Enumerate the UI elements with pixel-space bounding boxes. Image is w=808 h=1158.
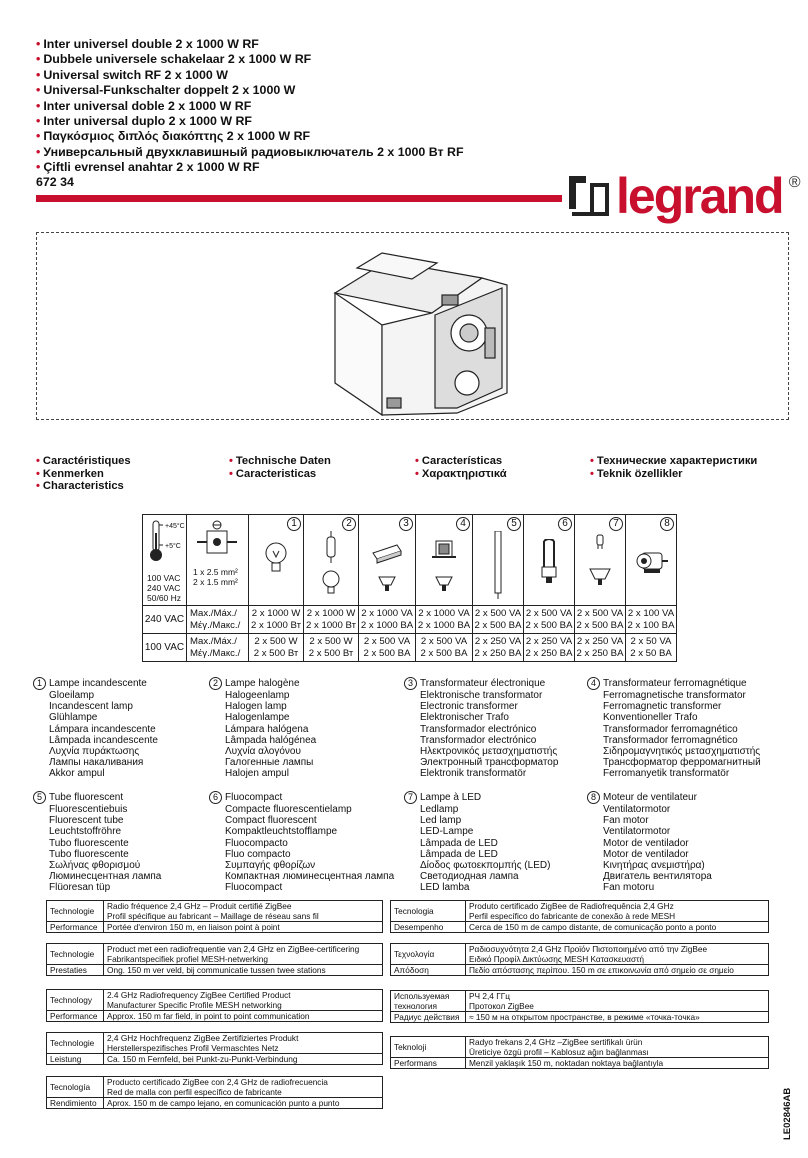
load-col-8	[626, 515, 677, 606]
terminal-screw-icon	[197, 519, 237, 563]
switch-module-illustration	[37, 233, 788, 419]
wire-cell	[187, 515, 249, 606]
tech-table-de: Technologie 2,4 GHz Hochfrequenz ZigBee Zertifiziertes Produkt Herstellerspezifisches Profil Vermaschtes Netz Leistung Ca. 150 m Fernfeld, bei Punkt-zu-Punkt-Verbindung	[46, 1032, 383, 1065]
max-label: Max./Máx./ Μέγ./Макс./	[187, 606, 249, 634]
load-number: 7	[609, 517, 623, 531]
led-lamp-icon	[585, 531, 615, 593]
wire-spec-2: 2 x 1.5 mm²	[193, 577, 238, 587]
load-list-5: 5 Tube fluorescent Fluorescentiebuis Fluorescent tube Leuchtstoffröhre Tubo fluorescente Tubo fluorescente Σωλήνας φθορισμού Люминесцентная лампа Flüoresan tüp	[33, 791, 161, 894]
legrand-mark-icon	[566, 173, 612, 219]
supply-240: 240 VAC	[147, 583, 181, 593]
compact-fluorescent-icon	[537, 539, 561, 589]
load-number: 8	[660, 517, 674, 531]
title-line: • Inter universal duplo 2 x 1000 W RF	[36, 114, 252, 129]
load-col-2	[304, 515, 359, 606]
title-line: • Universal switch RF 2 x 1000 W	[36, 67, 228, 82]
title-line: • Dubbele universele schakelaar 2 x 1000 W RF	[36, 52, 312, 67]
load-list-1: 1 Lampe incandescente Gloeilamp Incandescent lamp Glühlampe Lámpara incandescente Lâmpada incandescente Λυχνία πυράκτωσης Лампы накаливания Akkor ampul	[33, 677, 158, 780]
load-number: 2	[342, 517, 356, 531]
rating-cell: 2 x 1000 VA 2 x 1000 BA	[416, 606, 473, 634]
title-line: • Универсальный двухклавишный радиовыключатель 2 x 1000 Вт RF	[36, 144, 464, 159]
temp-min: +5°C	[165, 543, 181, 550]
tech-table-nl: Technologie Product met een radiofrequentie van 2,4 GHz en ZigBee-certificering Fabrikantspecifiek profiel MESH-netwerking Prestaties Ong. 150 m ver veld, bij communicatie tussen twee stations	[46, 943, 383, 976]
tech-table-pt: Tecnologia Produto certificado ZigBee de Radiofrequência 2,4 GHz Perfil específico do fabricante de conexão à rede MESH Desempenho Cerca de 150 m de campo distante, de comunicação ponto a ponto	[390, 900, 769, 933]
rating-cell: 2 x 500 VA 2 x 500 BA	[473, 606, 524, 634]
tech-table-es: Tecnología Producto certificado ZigBee con 2,4 GHz de radiofrecuencia Red de malla con perfil específico de fabricante Rendimiento Aprox. 150 m de campo lejano, en comunicación punto a punto	[46, 1076, 383, 1109]
registered-mark: ®	[788, 174, 801, 191]
electronic-transformer-icon	[369, 531, 405, 597]
supply-cell	[143, 515, 187, 606]
characteristics-heading-4: • Технические характеристики • Teknik özellikler	[590, 455, 758, 480]
row-100-label: 100 VAC	[143, 634, 187, 662]
row-240-label: 240 VAC	[143, 606, 187, 634]
product-reference: 672 34	[36, 175, 74, 189]
rating-cell: 2 x 250 VA 2 x 250 BA	[575, 634, 626, 662]
characteristics-heading-2: • Technische Daten • Caracteristicas	[229, 455, 331, 480]
rating-cell: 2 x 500 VA 2 x 500 BA	[524, 606, 575, 634]
load-number: 5	[507, 517, 521, 531]
product-illustration-frame	[36, 232, 789, 420]
ferromagnetic-transformer-icon	[426, 531, 462, 597]
rating-cell: 2 x 50 VA 2 x 50 BA	[626, 634, 677, 662]
load-number: 6	[558, 517, 572, 531]
title-line: • Inter universal doble 2 x 1000 W RF	[36, 98, 252, 113]
rating-cell: 2 x 100 VA 2 x 100 BA	[626, 606, 677, 634]
load-col-7	[575, 515, 626, 606]
fan-motor-icon	[634, 547, 668, 587]
rating-cell: 2 x 1000 W 2 x 1000 Вт	[249, 606, 304, 634]
load-list-4: 4 Transformateur ferromagnétique Ferromagnetische transformator Ferromagnetic transformer Konventioneller Trafo Transformador ferromagnético Transformador ferromagnético Σιδηρομαγνητικός μετασχηματιστής Трансформатор ферромагнитный Ferromanyetik transformatör	[587, 677, 761, 780]
rating-cell: 2 x 500 W 2 x 500 Вт	[249, 634, 304, 662]
title-line: • Παγκόσμιος διπλός διακόπτης 2 x 1000 W RF	[36, 129, 311, 144]
load-list-8: 8 Moteur de ventilateur Ventilatormotor Fan motor Ventilatormotor Motor de ventilador Motor de ventilador Κινητήρας ανεμιστήρα) Двигатель вентилятора Fan motoru	[587, 791, 712, 894]
rating-cell: 2 x 250 VA 2 x 250 BA	[473, 634, 524, 662]
tech-table-en: Technology 2.4 GHz Radiofrequency ZigBee Certified Product Manufacturer Specific Profile MESH networking Performance Approx. 150 m far field, in point to point communication	[46, 989, 383, 1022]
rating-cell: 2 x 1000 VA 2 x 1000 BA	[359, 606, 416, 634]
load-number: 3	[399, 517, 413, 531]
load-list-6: 6 Fluocompact Compacte fluorescentielamp Compact fluorescent Kompaktleuchtstofflampe Fluocompacto Fluo compacto Συμπαγής φθορίζων Компактная люминесцентная лампа Fluocompact	[209, 791, 394, 894]
title-line: • Universal-Funkschalter doppelt 2 x 1000 W	[36, 83, 296, 98]
tech-table-tr: Teknoloji Radyo frekans 2,4 GHz –ZigBee sertifikalı ürün Üreticiye özgü profil – Kablosuz ağın bağlanması Performans Menzil yaklaşık 150 m, noktadan noktaya bağlantıyla	[390, 1036, 769, 1069]
incandescent-bulb-icon	[261, 539, 291, 579]
brand-bar	[36, 195, 562, 202]
temp-max: +45°C	[165, 523, 185, 530]
brand-wordmark: legrand	[616, 168, 783, 224]
document-code: LE02846AB	[782, 1087, 793, 1140]
load-list-2: 2 Lampe halogène Halogeenlamp Halogen lamp Halogenlampe Lámpara halógena Lâmpada halógénea Λυχνία αλογόνου Галогенные лампы Halojen ampul	[209, 677, 316, 780]
load-number: 1	[287, 517, 301, 531]
load-rating-table	[142, 514, 677, 662]
tech-table-el: Τεχνολογία Ραδιοσυχνότητα 2,4 GHz Προϊόν Πιστοποιημένο από την ZigBee Ειδικό Προφίλ Δικτύωσης MESH Κατασκευαστή Απόδοση Πεδίο απόστασης περίπου. 150 m σε επικοινωνία από σημείο σε σημείο	[390, 943, 769, 976]
load-list-3: 3 Transformateur électronique Elektronische transformator Electronic transformer Elektronischer Trafo Transformador electrónico Transformador electrónico Ηλεκτρονικός μετασχηματιστής Электронный трансформатор Elektronik transformatör	[404, 677, 558, 780]
tech-table-fr: Technologie Radio fréquence 2,4 GHz – Produit certifié ZigBee Profil spécifique au fabricant – Maillage de réseau sans fil Performance Portée d'environ 150 m, en liaison point à point	[46, 900, 383, 933]
rating-cell: 2 x 500 VA 2 x 500 BA	[575, 606, 626, 634]
rating-cell: 2 x 1000 W 2 x 1000 Вт	[304, 606, 359, 634]
max-label: Max./Máx./ Μέγ./Макс./	[187, 634, 249, 662]
title-line: • Inter universel double 2 x 1000 W RF	[36, 37, 259, 51]
load-col-4	[416, 515, 473, 606]
load-col-5	[473, 515, 524, 606]
characteristics-heading-3: • Características • Χαρακτηριστικά	[415, 455, 507, 480]
supply-frequency: 50/60 Hz	[147, 593, 182, 603]
tech-table-ru: Используемая технология РЧ 2,4 ГГц Протокол ZigBee Радиус действия ≈ 150 м на открытом пространстве, в режиме «точка-точка»	[390, 990, 769, 1023]
legrand-logo	[566, 168, 801, 224]
characteristics-heading-1: • Caractéristiques • Kenmerken • Characteristics	[36, 455, 131, 493]
fluorescent-tube-icon	[488, 531, 508, 601]
supply-100: 100 VAC	[147, 573, 181, 583]
load-col-3	[359, 515, 416, 606]
rating-cell: 2 x 250 VA 2 x 250 BA	[524, 634, 575, 662]
product-titles	[36, 37, 464, 176]
wire-spec-1: 1 x 2.5 mm²	[193, 567, 238, 577]
rating-cell: 2 x 500 W 2 x 500 Вт	[304, 634, 359, 662]
load-col-6	[524, 515, 575, 606]
rating-cell: 2 x 500 VA 2 x 500 BA	[359, 634, 416, 662]
load-col-1	[249, 515, 304, 606]
load-list-7: 7 Lampe à LED Ledlamp Led lamp LED-Lampe Lâmpada de LED Lâmpada de LED Δίοδος φωτοεκπομπής (LED) Светодиодная лампа LED lamba	[404, 791, 550, 894]
halogen-lamp-icon	[316, 531, 346, 597]
rating-cell: 2 x 500 VA 2 x 500 BA	[416, 634, 473, 662]
title-line: • Çiftli evrensel anahtar 2 x 1000 W RF	[36, 160, 260, 175]
load-number: 4	[456, 517, 470, 531]
